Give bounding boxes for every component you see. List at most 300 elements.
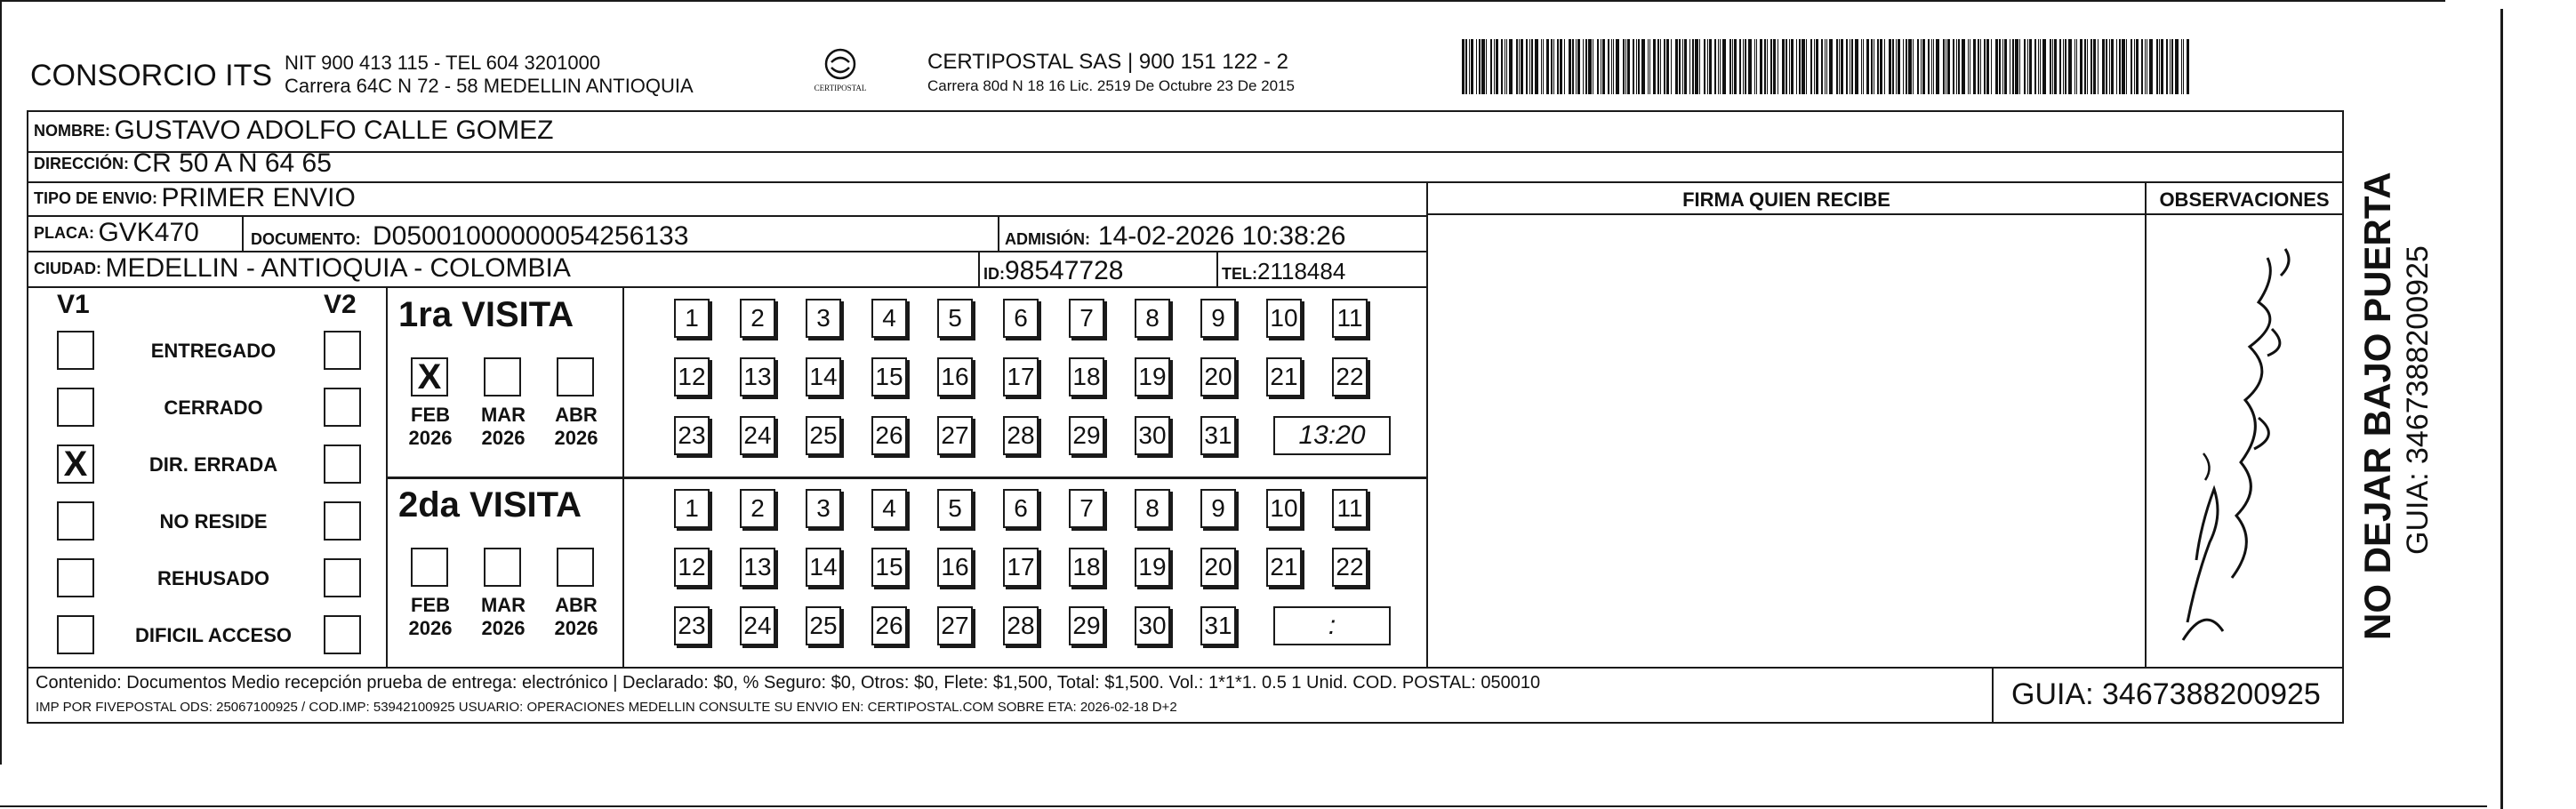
barcode bbox=[1462, 39, 2200, 94]
barcode-bar bbox=[1699, 39, 1700, 94]
barcode-bar bbox=[1718, 39, 1719, 94]
barcode-bar bbox=[1825, 39, 1826, 94]
v1-header: V1 bbox=[57, 290, 90, 319]
barcode-bar bbox=[1814, 39, 1815, 94]
visit-separator bbox=[386, 477, 1426, 479]
day-box[interactable]: 27 bbox=[937, 606, 973, 645]
month-year: 2026 bbox=[554, 427, 598, 449]
barcode-bar bbox=[1756, 39, 1757, 94]
day-box[interactable]: 8 bbox=[1135, 489, 1170, 528]
day-box[interactable]: 28 bbox=[1003, 606, 1039, 645]
id-field bbox=[983, 256, 1123, 286]
barcode-bar bbox=[1786, 39, 1787, 94]
day-box[interactable]: 25 bbox=[806, 606, 841, 645]
barcode-bar bbox=[1509, 39, 1513, 94]
barcode-bar bbox=[2090, 39, 2092, 94]
observaciones-divider bbox=[2145, 183, 2147, 669]
barcode-bar bbox=[2159, 39, 2160, 94]
barcode-bar bbox=[1821, 39, 1823, 94]
barcode-bar bbox=[1682, 39, 1683, 94]
barcode-bar bbox=[1714, 39, 1716, 94]
barcode-bar bbox=[1962, 39, 1965, 94]
day-box[interactable]: 2 bbox=[740, 299, 775, 338]
barcode-bar bbox=[1469, 39, 1470, 94]
day-box[interactable]: 19 bbox=[1135, 548, 1170, 587]
documento-field bbox=[251, 221, 688, 252]
day-box[interactable]: 9 bbox=[1200, 299, 1236, 338]
visit-time[interactable]: : bbox=[1273, 606, 1391, 645]
barcode-bar bbox=[2074, 39, 2075, 94]
footer-guia: GUIA: 3467388200925 bbox=[2011, 677, 2321, 711]
footer-top-line bbox=[28, 667, 2342, 669]
barcode-bar bbox=[1770, 39, 1772, 94]
barcode-bar bbox=[2034, 39, 2036, 94]
admision-divider bbox=[998, 217, 999, 252]
barcode-bar bbox=[2052, 39, 2053, 94]
day-box[interactable]: 29 bbox=[1069, 606, 1104, 645]
barcode-bar bbox=[1956, 39, 1957, 94]
right-edge-line bbox=[2500, 9, 2503, 809]
barcode-bar bbox=[1684, 39, 1687, 94]
barcode-bar bbox=[2002, 39, 2003, 94]
barcode-bar bbox=[1641, 39, 1645, 94]
day-box[interactable]: 18 bbox=[1069, 357, 1104, 396]
v1-checkbox[interactable] bbox=[57, 615, 94, 654]
carrier-license: Carrera 80d N 18 16 Lic. 2519 De Octubre 23 De 2015 bbox=[927, 77, 1295, 94]
month-checkbox[interactable]: X bbox=[411, 357, 448, 396]
barcode-bar bbox=[2145, 39, 2146, 94]
barcode-bar bbox=[1796, 39, 1797, 94]
barcode-bar bbox=[1569, 39, 1571, 94]
day-box[interactable]: 9 bbox=[1200, 489, 1236, 528]
day-box[interactable]: 21 bbox=[1266, 357, 1302, 396]
barcode-bar bbox=[1968, 39, 1969, 94]
barcode-bar bbox=[1490, 39, 1492, 94]
ciudad-label: CIUDAD: bbox=[34, 259, 101, 277]
barcode-bar bbox=[2042, 39, 2046, 94]
day-box[interactable]: 3 bbox=[806, 489, 841, 528]
day-box[interactable]: 12 bbox=[674, 357, 710, 396]
barcode-bar bbox=[1709, 39, 1712, 94]
day-box[interactable]: 11 bbox=[1332, 489, 1368, 528]
barcode-bar bbox=[1984, 39, 1986, 94]
barcode-bar bbox=[1931, 39, 1932, 94]
barcode-bar bbox=[1627, 39, 1630, 94]
barcode-bar bbox=[1913, 39, 1914, 94]
barcode-bar bbox=[1986, 39, 1989, 94]
day-box[interactable]: 13 bbox=[740, 357, 775, 396]
barcode-bar bbox=[1933, 39, 1934, 94]
barcode-bar bbox=[1791, 39, 1794, 94]
placa-divider bbox=[242, 217, 244, 252]
nombre-value: GUSTAVO ADOLFO CALLE GOMEZ bbox=[114, 116, 554, 145]
v2-checkbox[interactable] bbox=[324, 501, 361, 541]
barcode-bar bbox=[2166, 39, 2168, 94]
company-address: Carrera 64C N 72 - 58 MEDELLIN ANTIOQUIA bbox=[285, 75, 694, 97]
barcode-bar bbox=[1855, 39, 1858, 94]
barcode-bar bbox=[1978, 39, 1979, 94]
barcode-bar bbox=[2012, 39, 2014, 94]
day-box[interactable]: 28 bbox=[1003, 416, 1039, 455]
day-box[interactable]: 13 bbox=[740, 548, 775, 587]
barcode-bar bbox=[1732, 39, 1733, 94]
v1-checkbox[interactable] bbox=[57, 558, 94, 597]
barcode-bar bbox=[2187, 39, 2189, 94]
company-nit: NIT 900 413 115 - TEL 604 3201000 bbox=[285, 52, 601, 74]
day-box[interactable]: 12 bbox=[674, 548, 710, 587]
tipo-label: TIPO DE ENVIO: bbox=[34, 188, 158, 207]
barcode-bar bbox=[2038, 39, 2039, 94]
v2-checkbox[interactable] bbox=[324, 388, 361, 427]
day-box[interactable]: 16 bbox=[937, 548, 973, 587]
barcode-bar bbox=[2084, 39, 2086, 94]
day-box[interactable]: 15 bbox=[871, 548, 907, 587]
barcode-bar bbox=[1704, 39, 1705, 94]
barcode-bar bbox=[1611, 39, 1612, 94]
barcode-bar bbox=[1608, 39, 1609, 94]
barcode-bar bbox=[1660, 39, 1661, 94]
month-year: 2026 bbox=[408, 427, 453, 449]
barcode-bar bbox=[1636, 39, 1637, 94]
barcode-bar bbox=[2098, 39, 2099, 94]
barcode-bar bbox=[1903, 39, 1904, 94]
barcode-bar bbox=[1521, 39, 1523, 94]
barcode-bar bbox=[1947, 39, 1950, 94]
admision-field bbox=[1005, 221, 1345, 252]
v2-checkbox[interactable] bbox=[324, 331, 361, 370]
barcode-bar bbox=[1531, 39, 1533, 94]
barcode-bar bbox=[2059, 39, 2061, 94]
barcode-bar bbox=[2106, 39, 2107, 94]
barcode-bar bbox=[2040, 39, 2041, 94]
handwritten-signature bbox=[2161, 222, 2330, 667]
visit-time[interactable]: 13:20 bbox=[1273, 416, 1391, 455]
day-box[interactable]: 29 bbox=[1069, 416, 1104, 455]
v2-checkbox[interactable] bbox=[324, 558, 361, 597]
placa-value: GVK470 bbox=[98, 218, 199, 247]
barcode-bar bbox=[1764, 39, 1766, 94]
day-box[interactable]: 24 bbox=[740, 606, 775, 645]
day-box[interactable]: 31 bbox=[1200, 416, 1236, 455]
status-label: DIFICIL ACCESO bbox=[134, 624, 292, 646]
certipostal-logo bbox=[805, 44, 876, 101]
barcode-bar bbox=[2076, 39, 2077, 94]
day-box[interactable]: 5 bbox=[937, 299, 973, 338]
barcode-bar bbox=[1782, 39, 1785, 94]
barcode-bar bbox=[1889, 39, 1891, 94]
barcode-bar bbox=[2063, 39, 2064, 94]
guia-vertical: GUIA: 3467388200925 bbox=[2401, 245, 2435, 555]
barcode-bar bbox=[1501, 39, 1503, 94]
barcode-bar bbox=[1638, 39, 1640, 94]
no-dejar-bajo-puerta: NO DEJAR BAJO PUERTA bbox=[2356, 172, 2398, 640]
barcode-bar bbox=[1861, 39, 1862, 94]
barcode-bar bbox=[2109, 39, 2110, 94]
month-label: ABR bbox=[555, 594, 598, 616]
day-box[interactable]: 30 bbox=[1135, 416, 1170, 455]
month-label: FEB bbox=[411, 404, 450, 426]
barcode-bar bbox=[1880, 39, 1882, 94]
month-checkbox[interactable] bbox=[411, 548, 448, 587]
day-box[interactable]: 27 bbox=[937, 416, 973, 455]
day-box[interactable]: 4 bbox=[871, 489, 907, 528]
barcode-bar bbox=[1767, 39, 1768, 94]
barcode-bar bbox=[2119, 39, 2121, 94]
barcode-bar bbox=[1799, 39, 1801, 94]
v1-checkbox[interactable] bbox=[57, 501, 94, 541]
id-divider bbox=[978, 252, 980, 288]
day-box[interactable]: 21 bbox=[1266, 548, 1302, 587]
barcode-bar bbox=[1649, 39, 1650, 94]
barcode-bar bbox=[1526, 39, 1528, 94]
month-checkbox[interactable] bbox=[557, 548, 594, 587]
barcode-bar bbox=[1602, 39, 1605, 94]
barcode-bar bbox=[2050, 39, 2051, 94]
barcode-bar bbox=[1999, 39, 2001, 94]
tel-divider bbox=[1216, 252, 1218, 288]
barcode-bar bbox=[1519, 39, 1520, 94]
v1-checkbox[interactable] bbox=[57, 388, 94, 427]
barcode-bar bbox=[2087, 39, 2088, 94]
day-box[interactable]: 11 bbox=[1332, 299, 1368, 338]
day-box[interactable]: 26 bbox=[871, 606, 907, 645]
barcode-bar bbox=[1551, 39, 1553, 94]
day-box[interactable]: 7 bbox=[1069, 489, 1104, 528]
month-year: 2026 bbox=[481, 427, 526, 449]
barcode-bar bbox=[1585, 39, 1587, 94]
barcode-bar bbox=[1739, 39, 1741, 94]
barcode-bar bbox=[1846, 39, 1848, 94]
barcode-bar bbox=[1760, 39, 1762, 94]
day-box[interactable]: 17 bbox=[1003, 548, 1039, 587]
day-box[interactable]: 19 bbox=[1135, 357, 1170, 396]
direccion-value: CR 50 A N 64 65 bbox=[132, 148, 332, 178]
barcode-bar bbox=[1494, 39, 1495, 94]
barcode-bar bbox=[1802, 39, 1805, 94]
day-box[interactable]: 23 bbox=[674, 416, 710, 455]
barcode-bar bbox=[2102, 39, 2105, 94]
day-box[interactable]: 26 bbox=[871, 416, 907, 455]
firma-header-line bbox=[1426, 213, 2342, 215]
barcode-bar bbox=[2156, 39, 2158, 94]
month-checkbox[interactable] bbox=[484, 548, 521, 587]
v2-checkbox[interactable] bbox=[324, 445, 361, 484]
barcode-bar bbox=[2116, 39, 2117, 94]
barcode-bar bbox=[1692, 39, 1694, 94]
day-box[interactable]: 16 bbox=[937, 357, 973, 396]
day-box[interactable]: 10 bbox=[1266, 299, 1302, 338]
barcode-bar bbox=[1671, 39, 1672, 94]
barcode-bar bbox=[1720, 39, 1721, 94]
barcode-bar bbox=[1616, 39, 1619, 94]
day-box[interactable]: 8 bbox=[1135, 299, 1170, 338]
barcode-bar bbox=[1806, 39, 1807, 94]
month-label: MAR bbox=[480, 404, 526, 426]
barcode-bar bbox=[1623, 39, 1625, 94]
day-box[interactable]: 5 bbox=[937, 489, 973, 528]
barcode-bar bbox=[2004, 39, 2007, 94]
barcode-bar bbox=[1546, 39, 1549, 94]
day-box[interactable]: 3 bbox=[806, 299, 841, 338]
barcode-bar bbox=[1653, 39, 1656, 94]
day-box[interactable]: 7 bbox=[1069, 299, 1104, 338]
barcode-bar bbox=[2024, 39, 2026, 94]
barcode-bar bbox=[1577, 39, 1580, 94]
barcode-bar bbox=[2122, 39, 2125, 94]
barcode-bar bbox=[1789, 39, 1790, 94]
v2-checkbox[interactable] bbox=[324, 615, 361, 654]
day-box[interactable]: 22 bbox=[1332, 548, 1368, 587]
tel-label: TEL: bbox=[1222, 265, 1257, 283]
barcode-bar bbox=[1675, 39, 1678, 94]
day-box[interactable]: 25 bbox=[806, 416, 841, 455]
barcode-bar bbox=[1734, 39, 1737, 94]
day-box[interactable]: 18 bbox=[1069, 548, 1104, 587]
barcode-bar bbox=[1908, 39, 1912, 94]
barcode-bar bbox=[2015, 39, 2018, 94]
barcode-bar bbox=[2134, 39, 2135, 94]
day-box[interactable]: 10 bbox=[1266, 489, 1302, 528]
barcode-bar bbox=[1943, 39, 1945, 94]
barcode-bar bbox=[2029, 39, 2032, 94]
barcode-bar bbox=[2126, 39, 2127, 94]
barcode-bar bbox=[2141, 39, 2143, 94]
status-label: REHUSADO bbox=[157, 567, 269, 589]
barcode-bar bbox=[1829, 39, 1833, 94]
day-box[interactable]: 30 bbox=[1135, 606, 1170, 645]
day-box[interactable]: 6 bbox=[1003, 489, 1039, 528]
documento-label: DOCUMENTO: bbox=[251, 230, 361, 248]
status-label: ENTREGADO bbox=[150, 340, 277, 362]
month-checkbox[interactable] bbox=[484, 357, 521, 396]
barcode-bar bbox=[1516, 39, 1518, 94]
barcode-bar bbox=[2111, 39, 2114, 94]
barcode-bar bbox=[1810, 39, 1812, 94]
footer-contenido: Contenido: Documentos Medio recepción prueba de entrega: electrónico | Declarado: $0, % Seguro: $0, Otros: $0, Flete: $1,500, Total: $1,500. Vol.: 1*1*1. 0.5 1 Unid. COD. POSTAL: 050010 bbox=[36, 673, 1541, 693]
barcode-bar bbox=[2068, 39, 2072, 94]
month-label: MAR bbox=[480, 594, 526, 616]
day-box[interactable]: 23 bbox=[674, 606, 710, 645]
barcode-bar bbox=[1851, 39, 1853, 94]
barcode-bar bbox=[1836, 39, 1838, 94]
barcode-bar bbox=[1564, 39, 1565, 94]
day-box[interactable]: 4 bbox=[871, 299, 907, 338]
barcode-bar bbox=[1773, 39, 1776, 94]
barcode-bar bbox=[1597, 39, 1599, 94]
barcode-bar bbox=[1936, 39, 1939, 94]
barcode-bar bbox=[1666, 39, 1669, 94]
barcode-bar bbox=[1953, 39, 1954, 94]
barcode-bar bbox=[1906, 39, 1907, 94]
barcode-bar bbox=[1722, 39, 1726, 94]
month-year: 2026 bbox=[481, 617, 526, 639]
barcode-bar bbox=[2136, 39, 2139, 94]
day-box[interactable]: 22 bbox=[1332, 357, 1368, 396]
barcode-bar bbox=[2131, 39, 2132, 94]
visit-title: 2da VISITA bbox=[398, 485, 582, 525]
barcode-bar bbox=[1486, 39, 1487, 94]
direccion-label: DIRECCIÓN: bbox=[34, 154, 129, 172]
id-value: 98547728 bbox=[1005, 256, 1124, 285]
barcode-bar bbox=[1892, 39, 1894, 94]
barcode-bar bbox=[1729, 39, 1731, 94]
status-label: NO RESIDE bbox=[159, 510, 268, 533]
day-box[interactable]: 20 bbox=[1200, 548, 1236, 587]
top-edge-line-right bbox=[1343, 0, 2445, 2]
barcode-bar bbox=[1572, 39, 1574, 94]
day-box[interactable]: 24 bbox=[740, 416, 775, 455]
barcode-bar bbox=[1896, 39, 1897, 94]
barcode-bar bbox=[1479, 39, 1481, 94]
barcode-bar bbox=[1863, 39, 1864, 94]
barcode-bar bbox=[1496, 39, 1498, 94]
day-box[interactable]: 31 bbox=[1200, 606, 1236, 645]
barcode-bar bbox=[1826, 39, 1827, 94]
barcode-bar bbox=[1707, 39, 1708, 94]
barcode-bar bbox=[1973, 39, 1976, 94]
barcode-bar bbox=[1743, 39, 1744, 94]
barcode-bar bbox=[1625, 39, 1626, 94]
v1-checkbox[interactable] bbox=[57, 331, 94, 370]
barcode-bar bbox=[1560, 39, 1562, 94]
carrier-name: CERTIPOSTAL SAS | 900 151 122 - 2 bbox=[927, 50, 1288, 74]
barcode-bar bbox=[2080, 39, 2082, 94]
observaciones-header: OBSERVACIONES bbox=[2159, 188, 2330, 211]
barcode-bar bbox=[1465, 39, 1467, 94]
barcode-bar bbox=[1922, 39, 1925, 94]
barcode-bar bbox=[1980, 39, 1981, 94]
barcode-bar bbox=[1995, 39, 1998, 94]
month-label: ABR bbox=[555, 404, 598, 426]
day-box[interactable]: 1 bbox=[674, 489, 710, 528]
barcode-bar bbox=[1557, 39, 1559, 94]
day-box[interactable]: 17 bbox=[1003, 357, 1039, 396]
barcode-bar bbox=[1877, 39, 1879, 94]
day-box[interactable]: 14 bbox=[806, 548, 841, 587]
barcode-bar bbox=[1553, 39, 1554, 94]
day-box[interactable]: 2 bbox=[740, 489, 775, 528]
barcode-bar bbox=[2149, 39, 2153, 94]
day-box[interactable]: 15 bbox=[871, 357, 907, 396]
barcode-bar bbox=[1476, 39, 1477, 94]
month-year: 2026 bbox=[554, 617, 598, 639]
left-edge-line bbox=[0, 0, 2, 765]
day-box[interactable]: 6 bbox=[1003, 299, 1039, 338]
day-box[interactable]: 14 bbox=[806, 357, 841, 396]
v1-checkbox[interactable]: X bbox=[57, 445, 94, 484]
day-box[interactable]: 1 bbox=[674, 299, 710, 338]
barcode-bar bbox=[1529, 39, 1530, 94]
footer-imp: IMP POR FIVEPOSTAL ODS: 25067100925 / COD.IMP: 53942100925 USUARIO: OPERACIONES MEDELLIN CONSULTE SU ENVIO EN: CERTIPOSTAL.COM SOBRE ETA: 2026-02-18 D+2 bbox=[36, 700, 1177, 715]
barcode-bar bbox=[1841, 39, 1843, 94]
barcode-bar bbox=[1754, 39, 1755, 94]
barcode-bar bbox=[2054, 39, 2057, 94]
month-checkbox[interactable] bbox=[557, 357, 594, 396]
barcode-bar bbox=[1535, 39, 1538, 94]
tel-value: 2118484 bbox=[1257, 258, 1346, 284]
documento-value: D05001000000054256133 bbox=[373, 221, 689, 251]
barcode-bar bbox=[1648, 39, 1649, 94]
day-box[interactable]: 20 bbox=[1200, 357, 1236, 396]
footer-guia-divider bbox=[1992, 669, 1994, 724]
barcode-bar bbox=[1633, 39, 1634, 94]
v2-header: V2 bbox=[324, 290, 357, 319]
barcode-bar bbox=[1748, 39, 1752, 94]
tipo-value: PRIMER ENVIO bbox=[161, 183, 356, 212]
barcode-bar bbox=[1471, 39, 1473, 94]
barcode-bar bbox=[1583, 39, 1584, 94]
barcode-bar bbox=[2171, 39, 2173, 94]
